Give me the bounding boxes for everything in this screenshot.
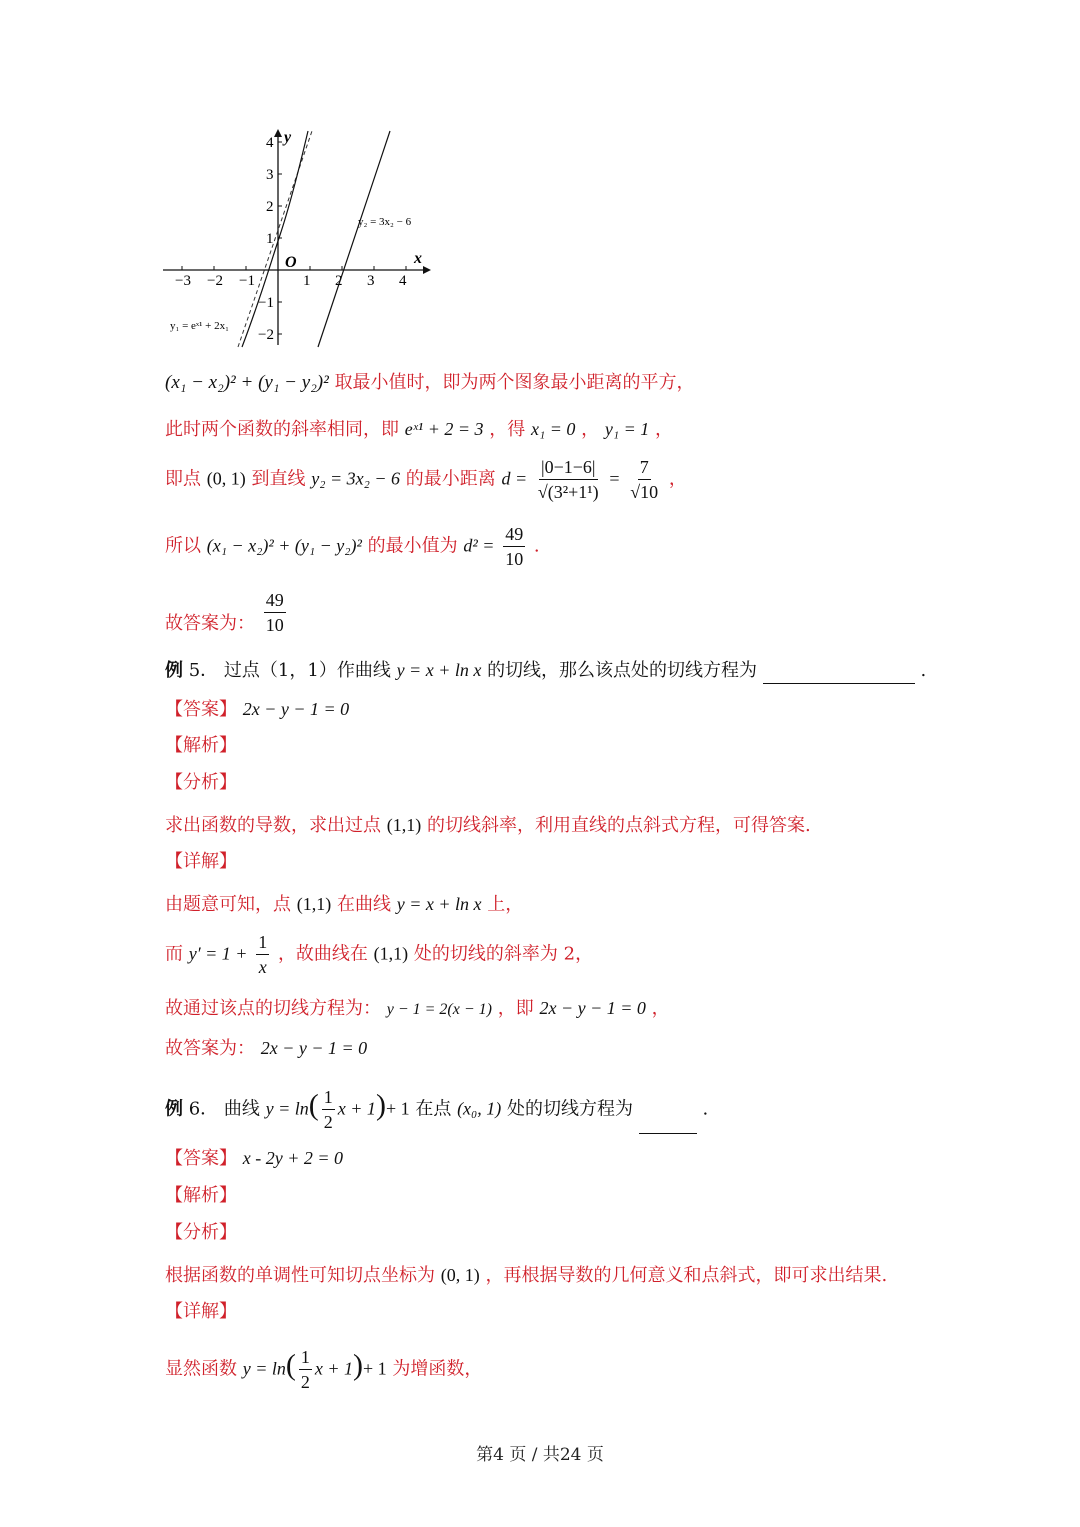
denominator: 10 bbox=[505, 549, 524, 569]
half-fraction bbox=[322, 1085, 335, 1134]
text-line-4 bbox=[165, 522, 540, 571]
example-6-fenxi-text bbox=[165, 1262, 887, 1289]
text: 在曲线 bbox=[336, 894, 391, 915]
answer-blank bbox=[639, 1113, 697, 1134]
y1-value: y₁ = 1 bbox=[604, 419, 650, 439]
y-tick-label: 3 bbox=[266, 167, 274, 183]
answer-tag: 【答案】 bbox=[165, 699, 237, 720]
xiangjie-tag: 【详解】 bbox=[165, 1301, 237, 1322]
text: . bbox=[702, 1098, 709, 1120]
example-5-fenxi-text bbox=[165, 812, 811, 839]
y-tick-label: 1 bbox=[266, 231, 274, 247]
answer-line bbox=[165, 588, 289, 637]
x-axis-label: x bbox=[414, 250, 422, 267]
distance-result-fraction bbox=[628, 455, 660, 504]
paren-open: ( bbox=[308, 1088, 319, 1122]
distance-fraction bbox=[536, 455, 601, 504]
function-lhs: y = ln bbox=[242, 1358, 286, 1379]
text: 过点（1，1）作曲线 bbox=[223, 660, 391, 681]
point: (1,1) bbox=[296, 894, 332, 914]
text: 此时两个函数的斜率相同，即 bbox=[165, 419, 399, 440]
example-label: 例 bbox=[165, 1098, 183, 1120]
line-y2 bbox=[318, 131, 390, 347]
equals: = bbox=[609, 468, 620, 489]
example-6-line-1 bbox=[165, 1345, 482, 1394]
function-tail: + 1 bbox=[363, 1358, 387, 1379]
curve-y1-label: y₁ = eˣ¹ + 2x₁ bbox=[170, 320, 229, 332]
text: . bbox=[533, 535, 540, 557]
denominator: √10 bbox=[630, 482, 659, 502]
numerator: 1 bbox=[322, 1085, 335, 1110]
text: 求出函数的导数，求出过点 bbox=[165, 815, 381, 836]
numerator: |0−1−6| bbox=[539, 455, 598, 480]
line-y2-label: y₂ = 3x₂ − 6 bbox=[358, 216, 412, 228]
text: 故答案为： bbox=[165, 1038, 255, 1059]
y-axis-label: y bbox=[284, 129, 292, 146]
example-5-line-4 bbox=[165, 1035, 367, 1062]
numerator: 49 bbox=[503, 522, 525, 547]
x-tick-label: −1 bbox=[239, 273, 255, 289]
fenxi-tag: 【分析】 bbox=[165, 1222, 237, 1243]
example-6-question bbox=[165, 1085, 708, 1134]
text: 故答案为： bbox=[165, 613, 255, 634]
denominator: 10 bbox=[265, 615, 284, 635]
inner-expression: x + 1 bbox=[314, 1358, 354, 1379]
example-number: 5． bbox=[188, 660, 219, 681]
text: 的最小距离 bbox=[405, 468, 496, 490]
y-axis-arrow bbox=[274, 129, 282, 137]
text: . bbox=[920, 660, 927, 681]
y-tick-label: −1 bbox=[258, 295, 274, 311]
fenxi-tag: 【分析】 bbox=[165, 772, 237, 793]
x-tick-label: −2 bbox=[207, 273, 223, 289]
paren-close: ) bbox=[375, 1088, 386, 1122]
answer-value: x - 2y + 2 = 0 bbox=[242, 1148, 343, 1168]
x1-value: x₁ = 0 bbox=[530, 419, 576, 439]
text: 到直线 bbox=[251, 468, 306, 490]
distance-expression: (x₁ − x₂)² + (y₁ − y₂)² bbox=[206, 535, 362, 556]
min-value-fraction bbox=[503, 522, 525, 571]
text: 的切线斜率，利用直线的点斜式方程，可得答案. bbox=[426, 815, 811, 836]
paren-close: ) bbox=[353, 1348, 364, 1382]
point: (0, 1) bbox=[206, 468, 246, 489]
text: 所以 bbox=[165, 535, 201, 557]
point: (1,1) bbox=[373, 943, 409, 964]
example-label: 例 bbox=[165, 660, 183, 681]
paren-open: ( bbox=[285, 1348, 296, 1382]
x-tick-label: 1 bbox=[303, 273, 311, 289]
text: 而 bbox=[165, 943, 183, 965]
text-line-1 bbox=[165, 370, 695, 396]
text: 在点 bbox=[415, 1098, 452, 1120]
curve-equation: y = x + ln x bbox=[396, 660, 482, 680]
denominator: 2 bbox=[300, 1372, 310, 1392]
tangent-equation: y − 1 = 2(x − 1) bbox=[386, 1001, 492, 1018]
distance-expression: (x₁ − x₂)² + (y₁ − y₂)² bbox=[165, 372, 329, 393]
numerator: 1 bbox=[256, 930, 269, 955]
text: ，即 bbox=[497, 998, 534, 1019]
text-line-2 bbox=[165, 416, 673, 443]
x-tick-label: 2 bbox=[335, 273, 343, 289]
line-equation: y₂ = 3x₂ − 6 bbox=[311, 468, 400, 489]
example-5-line-1 bbox=[165, 891, 523, 918]
d-squared: d² = bbox=[463, 535, 495, 556]
text: 即点 bbox=[165, 468, 201, 490]
text: 显然函数 bbox=[165, 1358, 237, 1380]
answer-blank bbox=[763, 663, 915, 684]
numerator: 49 bbox=[264, 588, 286, 613]
x-tick-label: −3 bbox=[175, 273, 191, 289]
answer-value: 2x − y − 1 = 0 bbox=[260, 1038, 368, 1058]
point: (0, 1) bbox=[440, 1265, 480, 1285]
numerator: 7 bbox=[638, 455, 651, 480]
point: (x₀, 1) bbox=[457, 1098, 502, 1119]
distance-symbol: d = bbox=[501, 468, 528, 489]
text: ，再根据导数的几何意义和点斜式，即可求出结果. bbox=[485, 1265, 888, 1286]
curve-equation: y = x + ln x bbox=[396, 894, 482, 914]
x-tick-label: 4 bbox=[399, 273, 407, 289]
text: ，得 bbox=[489, 419, 526, 440]
example-number: 6． bbox=[188, 1098, 219, 1120]
answer-value: 2x − y − 1 = 0 bbox=[242, 699, 350, 719]
denominator: x bbox=[258, 957, 267, 977]
inner-expression: x + 1 bbox=[337, 1098, 376, 1119]
numerator: 1 bbox=[299, 1345, 312, 1370]
answer-tag: 【答案】 bbox=[165, 1148, 237, 1169]
example-5-question bbox=[165, 657, 926, 684]
derivative: y′ = 1 + bbox=[188, 943, 248, 964]
text: 故通过该点的切线方程为： bbox=[165, 998, 381, 1019]
text: ， bbox=[654, 419, 673, 440]
example-5-line-2 bbox=[165, 930, 593, 979]
text: ， bbox=[668, 468, 687, 490]
jiexi-tag: 【解析】 bbox=[165, 735, 237, 756]
answer-fraction bbox=[264, 588, 286, 637]
derivative-fraction bbox=[256, 930, 269, 979]
text: ， bbox=[581, 419, 600, 440]
y-tick-label: −2 bbox=[258, 327, 274, 343]
example-5-line-3 bbox=[165, 995, 670, 1023]
y-tick-label: 4 bbox=[266, 135, 274, 151]
function-graph bbox=[160, 125, 435, 350]
slope-equation: eˣ¹ + 2 = 3 bbox=[404, 419, 484, 439]
text: 上， bbox=[487, 894, 524, 915]
text: ，故曲线在 bbox=[277, 943, 368, 965]
denominator: 2 bbox=[323, 1112, 333, 1132]
text: 处的切线的斜率为 2， bbox=[413, 943, 594, 965]
text: 的最小值为 bbox=[367, 535, 458, 557]
y-tick-label: 2 bbox=[266, 199, 274, 215]
x-axis-arrow bbox=[423, 266, 431, 274]
function-lhs: y = ln bbox=[265, 1098, 309, 1119]
text: 处的切线方程为 bbox=[507, 1098, 634, 1120]
text: 曲线 bbox=[223, 1098, 260, 1120]
text: ， bbox=[651, 998, 670, 1019]
xiangjie-tag: 【详解】 bbox=[165, 851, 237, 872]
denominator: √(3²+1¹) bbox=[537, 482, 599, 502]
origin-label: O bbox=[285, 254, 297, 271]
example-6-answer bbox=[165, 1145, 343, 1172]
text: 取最小值时，即为两个图象最小距离的平方， bbox=[334, 372, 695, 393]
x-tick-label: 3 bbox=[367, 273, 375, 289]
point: (1,1) bbox=[386, 815, 422, 835]
example-5-answer bbox=[165, 696, 349, 723]
dashed-tangent-line bbox=[238, 131, 312, 347]
function-tail: + 1 bbox=[385, 1098, 410, 1119]
jiexi-tag: 【解析】 bbox=[165, 1185, 237, 1206]
text: 的切线，那么该点处的切线方程为 bbox=[487, 660, 758, 681]
text-line-3 bbox=[165, 455, 687, 504]
text: 根据函数的单调性可知切点坐标为 bbox=[165, 1265, 435, 1286]
text: 为增函数， bbox=[392, 1358, 483, 1380]
text: 由题意可知，点 bbox=[165, 894, 291, 915]
tangent-equation-simplified: 2x − y − 1 = 0 bbox=[539, 998, 646, 1018]
half-fraction bbox=[299, 1345, 312, 1394]
page-footer: 第4 页 / 共24 页 bbox=[476, 1445, 604, 1465]
